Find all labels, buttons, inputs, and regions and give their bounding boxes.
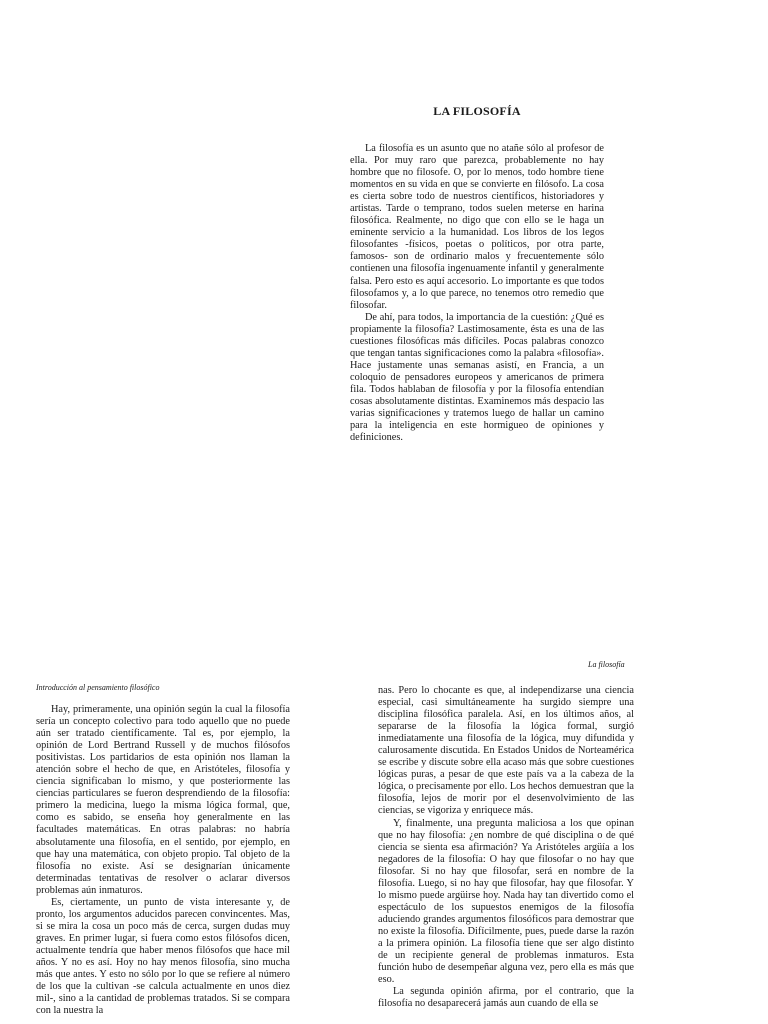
left-text-column (36, 704, 290, 1017)
paragraph: De ahí, para todos, la importancia de la cuestión: ¿Qué es propiamente la filosofía? Lastimosamente, ésta es una de las cuestiones filosóficas más difíciles. Pocas palabras conozco que tengan tantas significaciones como la palabra «filosofía». Hace justamente unas semanas asistí, en Francia, a un coloquio de pensadores europeos y americanos de primera fila. Todos hablaban de filosofía y por la filosofía entendían cosas absolutamente distintas. Examinemos más despacio las varias significaciones y tratemos luego de hallar un camino para la inteligencia en este hormigueo de opiniones y definiciones. (350, 311, 604, 444)
paragraph: La filosofía es un asunto que no atañe sólo al profesor de ella. Por muy raro que parezca, probablemente no hay hombre que no filosofe. O, por lo menos, todo hombre tiene momentos en su vida en que se convierte en filósofo. La cosa es cierta sobre todo de nuestros científicos, historiadores y artistas. Tarde o temprano, todos suelen meterse en harina filosófica. Realmente, no digo que con ello se le haga un eminente servicio a la humanidad. Los libros de los legos filosofantes -físicos, poetas o políticos, por otra parte, famosos- son de ordinario malos y frecuentemente sólo contienen una filosofía ingenuamente infantil y generalmente falsa. Pero esto es aquí accesorio. Lo importante es que todos filosofamos y, a lo que parece, no tenemos otro remedio que filosofar. (350, 143, 604, 311)
page-title: LA FILOSOFÍA (433, 104, 521, 118)
intro-text-column (350, 143, 604, 444)
paragraph: La segunda opinión afirma, por el contrario, que la filosofía no desaparecerá jamás aun cuando de ella se (378, 986, 634, 1010)
right-text-column (378, 685, 634, 1010)
paragraph: Hay, primeramente, una opinión según la cual la filosofía sería un concepto colectivo para todo aquello que no puede aún ser tratado científicamente. Tal es, por ejemplo, la opinión de Lord Bertrand Russell y de muchos filósofos positivistas. Los partidarios de esta opinión nos llaman la atención sobre el hecho de que, en Aristóteles, filosofía y ciencia significaban lo mismo, y que posteriormente las ciencias particulares se fueron desprendiendo de la filosofía: primero la medicina, luego la misma lógica formal, que, como es sabido, se enseña hoy generalmente en las facultades matemáticas. En otras palabras: no habría absolutamente una filosofía, en el sentido, por ejemplo, en que hay una matemática, con objeto propio. Tal objeto de la filosofía no existe. Así se designarían únicamente determinadas tentativas de resolver o aclarar diversos problemas aún inmaturos. (36, 704, 290, 896)
running-head-right: La filosofía (588, 660, 625, 669)
paragraph: Es, ciertamente, un punto de vista interesante y, de pronto, los argumentos aducidos parecen convincentes. Mas, si se mira la cosa un poco más de cerca, surgen dudas muy graves. En primer lugar, si fuera como estos filósofos dicen, actualmente tendría que haber menos filósofos que hace mil años. Y no es así. Hoy no hay menos filosofía, sino mucha más que antes. Y esto no sólo por lo que se refiere al número de los que la cultivan -se calcula actualmente en unos diez mil-, sino a la cantidad de problemas tratados. Si se compara con la nuestra la (36, 896, 290, 1017)
paragraph: Y, finalmente, una pregunta maliciosa a los que opinan que no hay filosofía: ¿en nombre de qué disciplina o de qué ciencia se sienta esa afirmación? Ya Aristóteles argüía a los negadores de la filosofía: O hay que filosofar o no hay que filosofar. Si no hay que filosofar, será en nombre de la filosofía. Luego, si no hay que filosofar, hay que filosofar. Y lo mismo puede argüirse hoy. Nada hay tan divertido como el espectáculo de los supuestos enemigos de la filosofía aduciendo grandes argumentos filosóficos para demostrar que no existe la filosofía. Difícilmente, pues, puede darse la razón a la primera opinión. La filosofía tiene que ser algo distinto de un recipiente general de problemas inmaturos. Esta función hubo de desempeñar alguna vez, pero ella es más que eso. (378, 817, 634, 986)
paragraph: nas. Pero lo chocante es que, al independizarse una ciencia especial, casi simultáneamente ha surgido siempre una disciplina filosófica paralela. Así, en los últimos años, al separarse de la filosofía la lógica formal, surgió inmediatamente una filosofía de la lógica, muy difundida y calurosamente discutida. En Estados Unidos de Norteamérica se escribe y discute sobre ella acaso más que sobre cuestiones lógicas puras, a pesar de que este país va a la cabeza de la lógica, o precisamente por ello. Los hechos demuestran que la filosofía, lejos de morir por el desenvolvimiento de las ciencias, se vigoriza y enriquece más. (378, 685, 634, 817)
running-head-left: Introducción al pensamiento filosófico (36, 683, 160, 692)
